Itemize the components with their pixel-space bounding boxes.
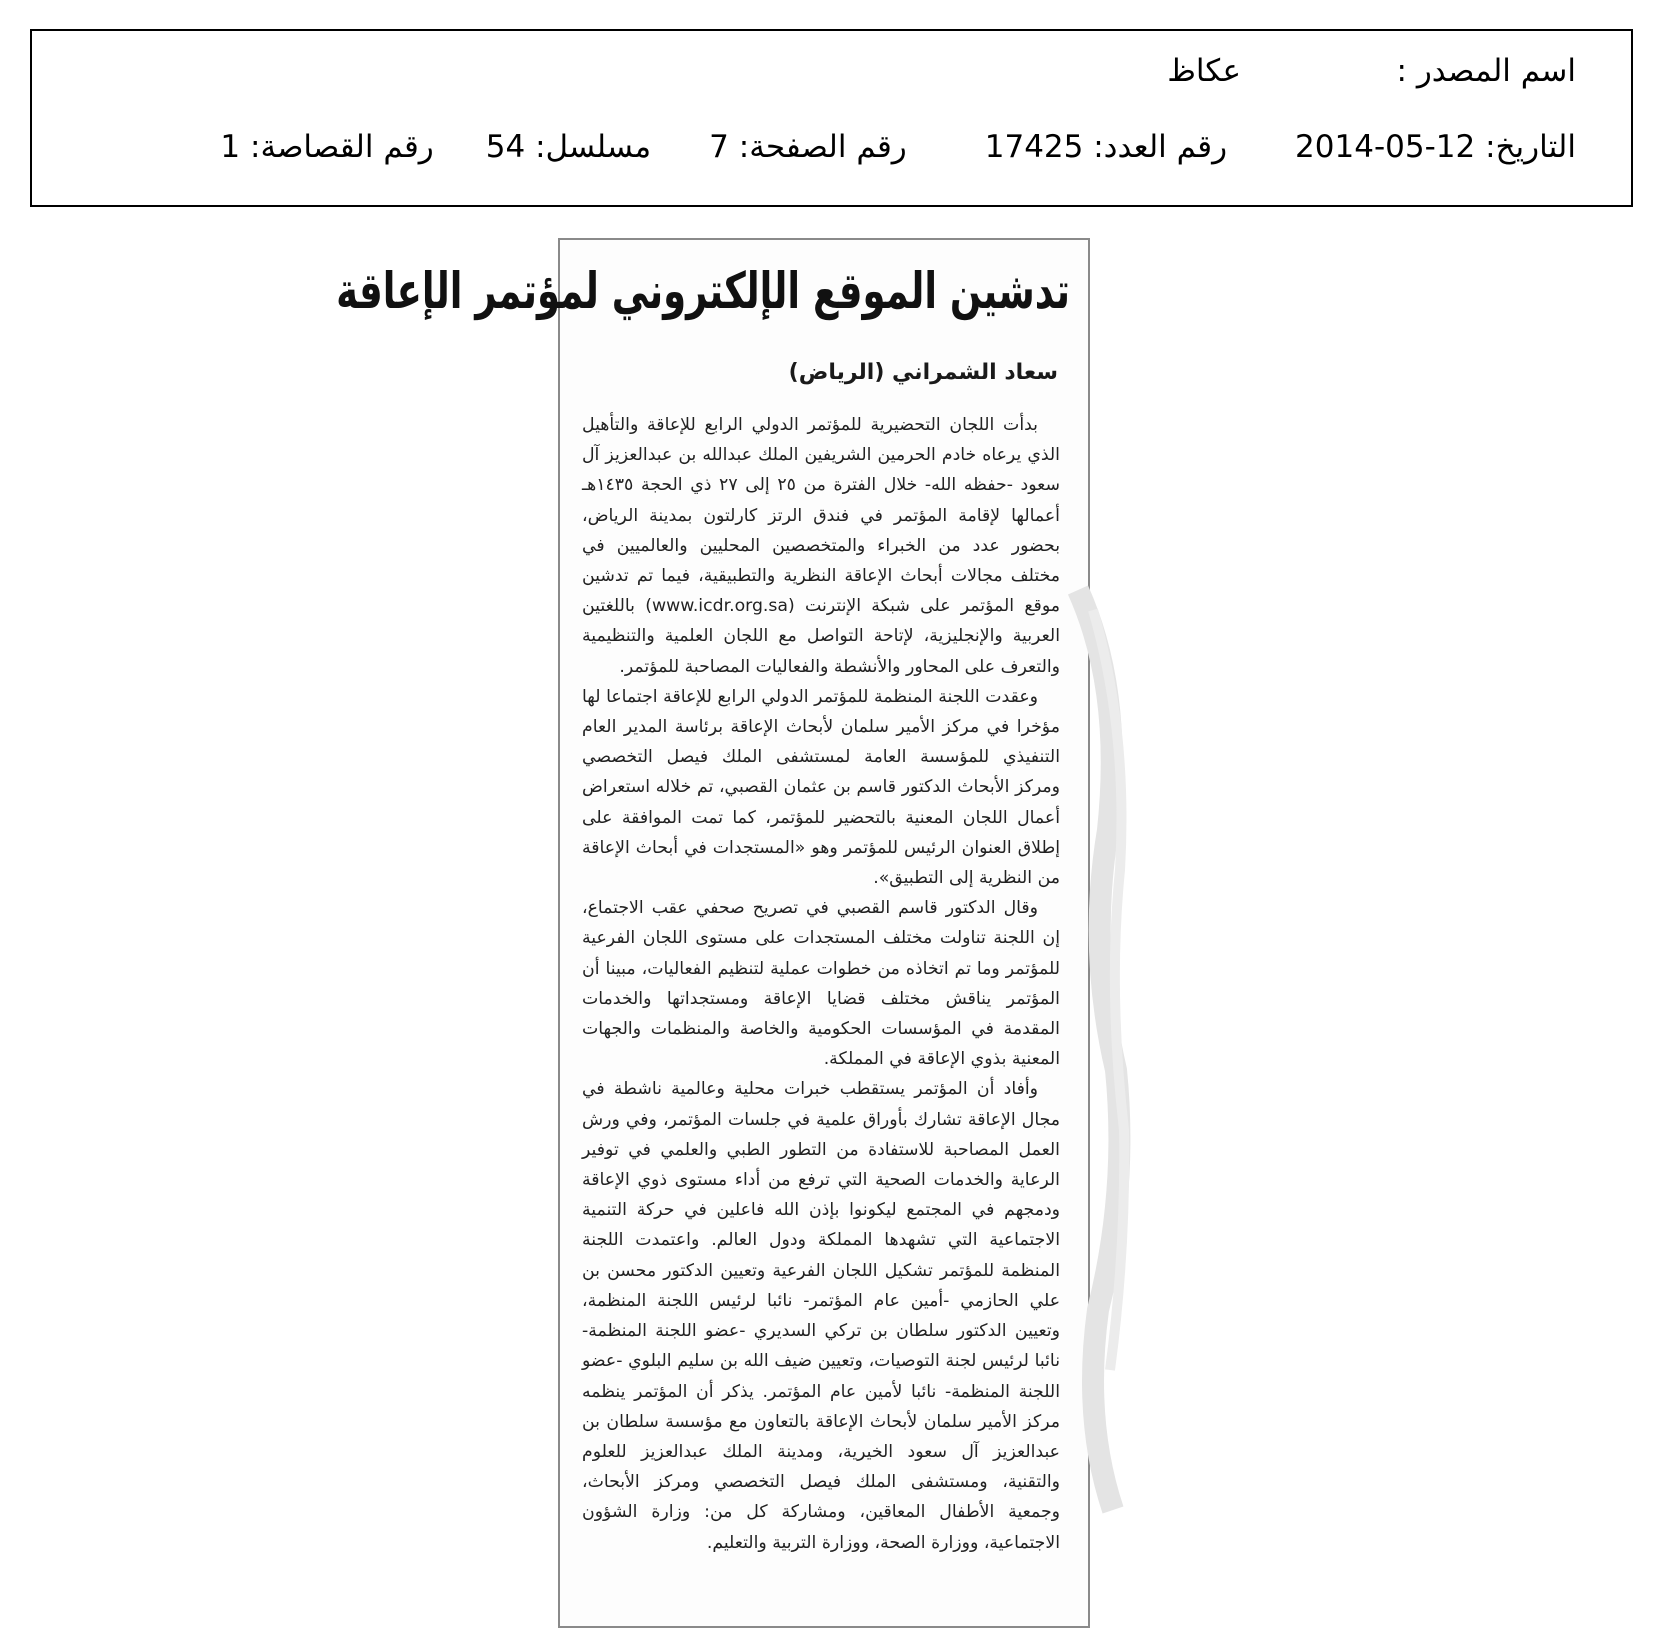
source-name-value: عكاظ [1167, 53, 1241, 89]
page-number-field [709, 129, 907, 165]
date-field [1295, 129, 1576, 165]
watermark-emblem [1068, 570, 1128, 1530]
newspaper-clipping [336, 238, 1090, 1628]
clipping-number-value: 1 [220, 129, 241, 165]
source-name-label: اسم المصدر : [1396, 53, 1576, 89]
issue-number-field [985, 129, 1227, 165]
article-paragraph: وقال الدكتور قاسم القصبي في تصريح صحفي عقب الاجتماع، إن اللجنة تناولت مختلف المستجدات على مستوى اللجان الفرعية للمؤتمر وما تم اتخاذه من خطوات عملية لتنظيم الفعاليات، مبينا أن المؤتمر يناقش مختلف قضايا الإعاقة ومستجداتها والخدمات المقدمة في المؤسسات الحكومية والخاصة والمنظمات والجهات المعنية بذوي الإعاقة في المملكة. [582, 898, 1060, 1070]
article-body [582, 410, 1060, 1558]
metadata-row [220, 129, 1576, 165]
issue-number-label: رقم العدد: [1093, 129, 1228, 165]
serial-field [486, 129, 651, 165]
article-paragraph: وأفاد أن المؤتمر يستقطب خبرات محلية وعالمية ناشطة في مجال الإعاقة تشارك بأوراق علمية في جلسات المؤتمر، وفي ورش العمل المصاحبة للاستفادة من التطور الطبي والعلمي في توفير الرعاية والخدمات الصحية التي ترفع من أداء مستوى ذوي الإعاقة ودمجهم في المجتمع ليكونوا بإذن الله فاعلين في حركة التنمية الاجتماعية التي تشهدها المملكة ودول العالم. واعتمدت اللجنة المنظمة للمؤتمر تشكيل اللجان الفرعية وتعيين الدكتور محسن بن علي الحازمي -أمين عام المؤتمر- نائبا لرئيس اللجنة المنظمة، وتعيين الدكتور سلطان بن تركي السديري -عضو اللجنة المنظمة- نائبا لرئيس لجنة التوصيات، وتعيين ضيف الله بن سليم البلوي -عضو اللجنة المنظمة- نائبا لأمين عام المؤتمر. يذكر أن المؤتمر ينظمه مركز الأمير سلمان لأبحاث الإعاقة بالتعاون مع مؤسسة سلطان بن عبدالعزيز آل سعود الخيرية، ومدينة الملك عبدالعزيز للعلوم والتقنية، ومستشفى الملك فيصل التخصصي ومركز الأبحاث، وجمعية الأطفال المعاقين، ومشاركة كل من: وزارة الشؤون الاجتماعية، ووزارة الصحة، ووزارة التربية والتعليم. [582, 1079, 1060, 1553]
date-value: 2014-05-12 [1295, 129, 1476, 165]
date-label: التاريخ: [1485, 129, 1576, 165]
clipping-number-field [220, 129, 433, 165]
article-paragraph: بدأت اللجان التحضيرية للمؤتمر الدولي الرابع للإعاقة والتأهيل الذي يرعاه خادم الحرمين الشريفين الملك عبدالله بن عبدالعزيز آل سعود -حفظه الله- خلال الفترة من ٢٥ إلى ٢٧ ذي الحجة ١٤٣٥هـ أعمالها لإقامة المؤتمر في فندق الرتز كارلتون بمدينة الرياض، بحضور عدد من الخبراء والمتخصصين المحليين والعالميين في مختلف مجالات أبحاث الإعاقة النظرية والتطبيقية، فيما تم تدشين موقع المؤتمر على شبكة الإنترنت (www.icdr.org.sa) باللغتين العربية والإنجليزية، لإتاحة التواصل مع اللجان العلمية والتنظيمية والتعرف على المحاور والأنشطة والفعاليات المصاحبة للمؤتمر. [582, 415, 1061, 677]
page-number-label: رقم الصفحة: [738, 129, 907, 165]
serial-label: مسلسل: [535, 129, 652, 165]
article-headline: تدشين الموقع الإلكتروني لمؤتمر الإعاقة [336, 262, 1070, 321]
serial-value: 54 [485, 129, 526, 165]
article-paragraph: وعقدت اللجنة المنظمة للمؤتمر الدولي الرابع للإعاقة اجتماعا لها مؤخرا في مركز الأمير سلمان لأبحاث الإعاقة برئاسة المدير العام التنفيذي للمؤسسة العامة لمستشفى الملك فيصل التخصصي ومركز الأبحاث الدكتور قاسم بن عثمان القصبي، تم خلاله استعراض أعمال اللجان المعنية بالتحضير للمؤتمر، كما تمت الموافقة على إطلاق العنوان الرئيس للمؤتمر وهو «المستجدات في أبحاث الإعاقة من النظرية إلى التطبيق». [582, 686, 1060, 889]
clipping-number-label: رقم القصاصة: [250, 129, 434, 165]
source-info-box [30, 29, 1633, 207]
issue-number-value: 17425 [984, 129, 1084, 165]
page-number-value: 7 [709, 129, 729, 165]
article-byline: سعاد الشمراني (الرياض) [788, 360, 1058, 385]
